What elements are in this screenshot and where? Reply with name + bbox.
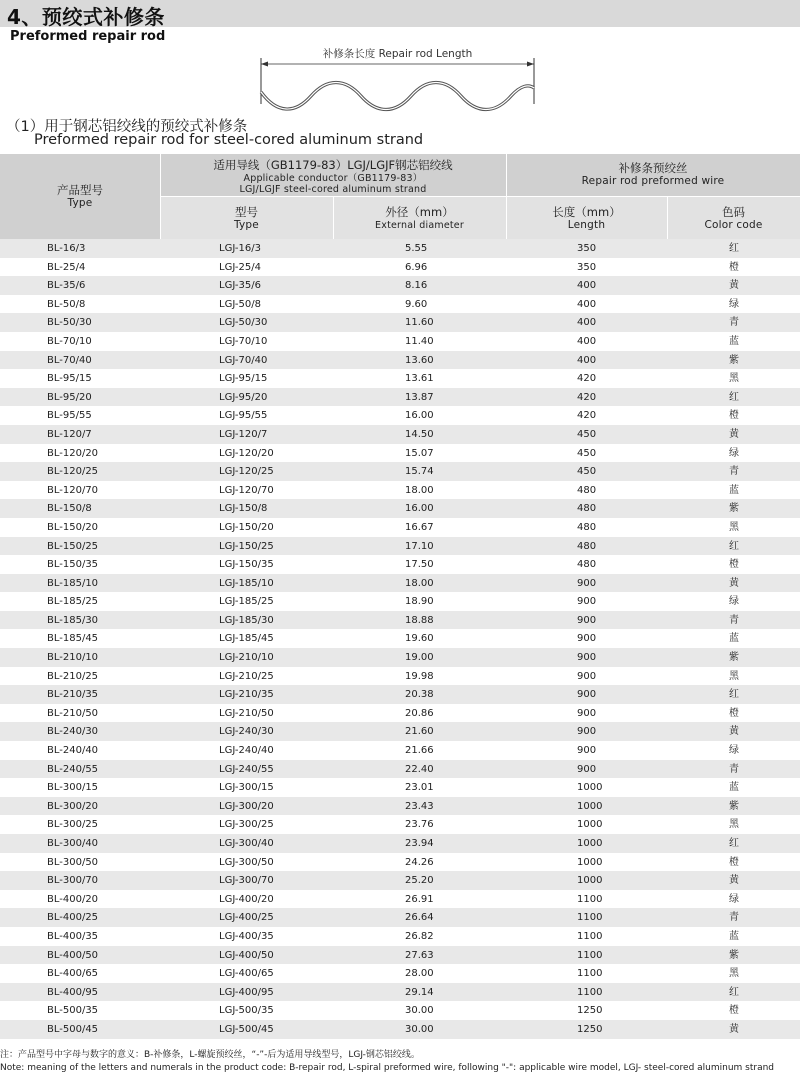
cell-external-diameter: 20.38 bbox=[405, 689, 434, 701]
page-subtitle: Preformed repair rod bbox=[10, 29, 166, 44]
cell-external-diameter: 17.50 bbox=[405, 559, 434, 571]
cell-conductor-type: LGJ-50/8 bbox=[219, 298, 261, 310]
cell-length: 1100 bbox=[577, 949, 603, 961]
cell-color-code: 红 bbox=[729, 391, 739, 403]
cell-color-code: 蓝 bbox=[729, 782, 739, 794]
table-row bbox=[0, 648, 800, 667]
cell-external-diameter: 14.50 bbox=[405, 428, 434, 440]
cell-conductor-type: LGJ-185/30 bbox=[219, 614, 274, 626]
cell-color-code: 绿 bbox=[729, 596, 739, 608]
cell-product-type: BL-210/50 bbox=[47, 707, 99, 719]
cell-product-type: BL-95/20 bbox=[47, 391, 92, 403]
cell-conductor-type: LGJ-240/40 bbox=[219, 745, 274, 757]
cell-color-code: 黄 bbox=[729, 726, 739, 738]
footnote-en: Note: meaning of the letters and numerals in the product code: B-repair rod, L-spiral preformed wire, following "-": applicable wire model, LGJ- steel-cored aluminum strand bbox=[0, 1063, 775, 1073]
title-bar bbox=[0, 0, 800, 27]
cell-conductor-type: LGJ-95/15 bbox=[219, 373, 268, 385]
cell-color-code: 红 bbox=[729, 986, 739, 998]
cell-conductor-type: LGJ-240/55 bbox=[219, 763, 274, 775]
cell-external-diameter: 21.60 bbox=[405, 726, 434, 738]
cell-color-code: 红 bbox=[729, 540, 739, 552]
col-header-model bbox=[160, 206, 333, 232]
cell-product-type: BL-185/10 bbox=[47, 577, 99, 589]
cell-conductor-type: LGJ-400/35 bbox=[219, 930, 274, 942]
table-row bbox=[0, 313, 800, 332]
cell-external-diameter: 11.40 bbox=[405, 335, 434, 347]
col-header-length-cn: 长度（mm） bbox=[552, 205, 621, 219]
cell-conductor-type: LGJ-150/20 bbox=[219, 521, 274, 533]
cell-conductor-type: LGJ-400/95 bbox=[219, 986, 274, 998]
cell-product-type: BL-120/25 bbox=[47, 466, 99, 478]
cell-product-type: BL-70/10 bbox=[47, 335, 92, 347]
cell-length: 400 bbox=[577, 354, 597, 366]
table-row bbox=[0, 815, 800, 834]
cell-conductor-type: LGJ-70/40 bbox=[219, 354, 268, 366]
table-row bbox=[0, 722, 800, 741]
cell-color-code: 青 bbox=[729, 912, 739, 924]
cell-length: 1250 bbox=[577, 1023, 603, 1035]
spiral-rod-outer bbox=[261, 83, 534, 110]
cell-product-type: BL-185/45 bbox=[47, 633, 99, 645]
cell-length: 1000 bbox=[577, 856, 603, 868]
cell-conductor-type: LGJ-120/20 bbox=[219, 447, 274, 459]
cell-product-type: BL-150/35 bbox=[47, 559, 99, 571]
col-header-conductor-en1: Applicable conductor（GB1179-83） bbox=[243, 173, 423, 184]
cell-product-type: BL-50/30 bbox=[47, 317, 92, 329]
cell-conductor-type: LGJ-150/8 bbox=[219, 503, 268, 515]
table-row bbox=[0, 332, 800, 351]
cell-external-diameter: 23.43 bbox=[405, 800, 434, 812]
col-header-conductor-cn: 适用导线（GB1179-83）LGJ/LGJF钢芯铝绞线 bbox=[213, 158, 453, 172]
cell-external-diameter: 26.91 bbox=[405, 893, 434, 905]
table-row bbox=[0, 295, 800, 314]
col-header-type-cn: 产品型号 bbox=[57, 183, 103, 197]
cell-external-diameter: 17.10 bbox=[405, 540, 434, 552]
table-row bbox=[0, 778, 800, 797]
cell-product-type: BL-400/20 bbox=[47, 893, 99, 905]
cell-color-code: 绿 bbox=[729, 745, 739, 757]
cell-conductor-type: LGJ-240/30 bbox=[219, 726, 274, 738]
cell-length: 1000 bbox=[577, 819, 603, 831]
col-header-conductor-en2: LGJ/LGJF steel-cored aluminum strand bbox=[239, 184, 427, 195]
cell-external-diameter: 11.60 bbox=[405, 317, 434, 329]
table-row bbox=[0, 425, 800, 444]
cell-color-code: 橙 bbox=[729, 410, 739, 422]
col-header-conductor bbox=[160, 159, 506, 195]
cell-length: 400 bbox=[577, 335, 597, 347]
table-row bbox=[0, 611, 800, 630]
cell-color-code: 青 bbox=[729, 317, 739, 329]
cell-external-diameter: 16.00 bbox=[405, 503, 434, 515]
cell-conductor-type: LGJ-25/4 bbox=[219, 261, 261, 273]
cell-external-diameter: 23.94 bbox=[405, 838, 434, 849]
cell-color-code: 黄 bbox=[729, 1023, 739, 1035]
cell-length: 420 bbox=[577, 391, 597, 403]
cell-color-code: 红 bbox=[729, 689, 739, 701]
table-row bbox=[0, 388, 800, 407]
cell-product-type: BL-400/65 bbox=[47, 968, 99, 980]
cell-color-code: 绿 bbox=[729, 893, 739, 905]
cell-length: 480 bbox=[577, 521, 597, 533]
cell-external-diameter: 28.00 bbox=[405, 968, 434, 980]
table-row bbox=[0, 239, 800, 258]
cell-conductor-type: LGJ-210/50 bbox=[219, 707, 274, 719]
table-row bbox=[0, 258, 800, 277]
cell-conductor-type: LGJ-210/25 bbox=[219, 670, 274, 682]
cell-conductor-type: LGJ-300/40 bbox=[219, 838, 274, 849]
cell-length: 900 bbox=[577, 707, 597, 719]
cell-product-type: BL-210/35 bbox=[47, 689, 99, 701]
cell-color-code: 紫 bbox=[729, 652, 739, 664]
col-header-wire-en: Repair rod preformed wire bbox=[581, 175, 725, 187]
cell-color-code: 青 bbox=[729, 614, 739, 626]
col-header-type-en: Type bbox=[67, 197, 93, 209]
cell-product-type: BL-400/35 bbox=[47, 930, 99, 942]
cell-length: 400 bbox=[577, 298, 597, 310]
cell-length: 1100 bbox=[577, 986, 603, 998]
cell-conductor-type: LGJ-95/20 bbox=[219, 391, 268, 403]
repair-rod-diagram bbox=[255, 44, 540, 112]
cell-color-code: 橙 bbox=[729, 707, 739, 719]
cell-external-diameter: 18.00 bbox=[405, 484, 434, 496]
cell-product-type: BL-150/20 bbox=[47, 521, 99, 533]
cell-conductor-type: LGJ-500/35 bbox=[219, 1005, 274, 1017]
cell-color-code: 橙 bbox=[729, 1005, 739, 1017]
page-title: 4、预绞式补修条 bbox=[7, 5, 165, 29]
cell-product-type: BL-300/25 bbox=[47, 819, 99, 831]
table-row bbox=[0, 964, 800, 983]
cell-color-code: 紫 bbox=[729, 949, 739, 961]
dimension-arrow-left bbox=[261, 62, 268, 67]
cell-length: 1100 bbox=[577, 912, 603, 924]
cell-length: 900 bbox=[577, 726, 597, 738]
table-row bbox=[0, 1020, 800, 1039]
cell-external-diameter: 19.98 bbox=[405, 670, 434, 682]
cell-external-diameter: 13.60 bbox=[405, 354, 434, 366]
cell-product-type: BL-300/20 bbox=[47, 800, 99, 812]
cell-length: 1100 bbox=[577, 893, 603, 905]
cell-external-diameter: 23.76 bbox=[405, 819, 434, 831]
repair-rod-drawing bbox=[255, 44, 540, 112]
cell-color-code: 蓝 bbox=[729, 633, 739, 645]
cell-product-type: BL-300/50 bbox=[47, 856, 99, 868]
col-header-type bbox=[0, 184, 160, 210]
cell-external-diameter: 26.64 bbox=[405, 912, 434, 924]
table-row bbox=[0, 704, 800, 723]
table-row bbox=[0, 834, 800, 853]
cell-external-diameter: 9.60 bbox=[405, 298, 428, 310]
cell-length: 450 bbox=[577, 466, 597, 478]
cell-external-diameter: 5.55 bbox=[405, 243, 428, 254]
cell-external-diameter: 19.00 bbox=[405, 652, 434, 664]
cell-color-code: 橙 bbox=[729, 559, 739, 571]
cell-conductor-type: LGJ-185/45 bbox=[219, 633, 274, 645]
cell-product-type: BL-400/95 bbox=[47, 986, 99, 998]
cell-product-type: BL-300/70 bbox=[47, 875, 99, 887]
cell-color-code: 青 bbox=[729, 466, 739, 478]
cell-product-type: BL-300/40 bbox=[47, 838, 99, 849]
cell-color-code: 绿 bbox=[729, 298, 739, 310]
cell-length: 1250 bbox=[577, 1005, 603, 1017]
table-row bbox=[0, 276, 800, 295]
cell-conductor-type: LGJ-400/50 bbox=[219, 949, 274, 961]
header-divider bbox=[160, 196, 800, 197]
cell-external-diameter: 16.00 bbox=[405, 410, 434, 422]
cell-product-type: BL-50/8 bbox=[47, 298, 86, 310]
cell-length: 900 bbox=[577, 614, 597, 626]
cell-external-diameter: 19.60 bbox=[405, 633, 434, 645]
cell-product-type: BL-185/25 bbox=[47, 596, 99, 608]
col-header-color bbox=[667, 206, 800, 232]
cell-length: 900 bbox=[577, 689, 597, 701]
cell-product-type: BL-150/25 bbox=[47, 540, 99, 552]
cell-product-type: BL-150/8 bbox=[47, 503, 92, 515]
cell-product-type: BL-120/7 bbox=[47, 428, 92, 440]
cell-product-type: BL-120/20 bbox=[47, 447, 99, 459]
table-row bbox=[0, 741, 800, 760]
cell-external-diameter: 26.82 bbox=[405, 930, 434, 942]
cell-product-type: BL-35/6 bbox=[47, 280, 86, 292]
cell-color-code: 黄 bbox=[729, 280, 739, 292]
table-row bbox=[0, 946, 800, 965]
cell-color-code: 紫 bbox=[729, 354, 739, 366]
section-title-en: Preformed repair rod for steel-cored aluminum strand bbox=[34, 132, 424, 148]
table-row bbox=[0, 890, 800, 909]
cell-product-type: BL-210/10 bbox=[47, 652, 99, 664]
cell-external-diameter: 13.87 bbox=[405, 391, 434, 403]
cell-color-code: 黑 bbox=[729, 521, 739, 533]
table-body bbox=[0, 239, 800, 1039]
cell-conductor-type: LGJ-150/25 bbox=[219, 540, 274, 552]
cell-length: 900 bbox=[577, 633, 597, 645]
table-row bbox=[0, 537, 800, 556]
table-row bbox=[0, 908, 800, 927]
cell-product-type: BL-500/45 bbox=[47, 1023, 99, 1035]
cell-conductor-type: LGJ-300/70 bbox=[219, 875, 274, 887]
table-row bbox=[0, 574, 800, 593]
section-title-cn: （1）用于钢芯铝绞线的预绞式补修条 bbox=[6, 119, 248, 135]
cell-color-code: 橙 bbox=[729, 261, 739, 273]
cell-product-type: BL-400/25 bbox=[47, 912, 99, 924]
table-row bbox=[0, 351, 800, 370]
cell-product-type: BL-400/50 bbox=[47, 949, 99, 961]
cell-product-type: BL-25/4 bbox=[47, 261, 86, 273]
cell-length: 480 bbox=[577, 484, 597, 496]
table-row bbox=[0, 983, 800, 1002]
col-header-diameter-cn: 外径（mm） bbox=[385, 205, 454, 219]
cell-external-diameter: 13.61 bbox=[405, 373, 434, 385]
cell-external-diameter: 18.00 bbox=[405, 577, 434, 589]
col-header-diameter-en: External diameter bbox=[375, 220, 464, 231]
cell-product-type: BL-16/3 bbox=[47, 243, 86, 254]
cell-conductor-type: LGJ-500/45 bbox=[219, 1023, 274, 1035]
footnotes bbox=[0, 1049, 800, 1075]
cell-conductor-type: LGJ-400/25 bbox=[219, 912, 274, 924]
cell-length: 900 bbox=[577, 745, 597, 757]
cell-conductor-type: LGJ-210/35 bbox=[219, 689, 274, 701]
cell-length: 420 bbox=[577, 410, 597, 422]
cell-external-diameter: 27.63 bbox=[405, 949, 434, 961]
cell-conductor-type: LGJ-50/30 bbox=[219, 317, 268, 329]
cell-color-code: 紫 bbox=[729, 800, 739, 812]
cell-conductor-type: LGJ-185/10 bbox=[219, 577, 274, 589]
cell-color-code: 蓝 bbox=[729, 930, 739, 942]
cell-conductor-type: LGJ-16/3 bbox=[219, 243, 261, 254]
cell-product-type: BL-240/55 bbox=[47, 763, 99, 775]
cell-product-type: BL-70/40 bbox=[47, 354, 92, 366]
cell-external-diameter: 21.66 bbox=[405, 745, 434, 757]
table-row bbox=[0, 797, 800, 816]
cell-color-code: 黑 bbox=[729, 819, 739, 831]
col-header-model-en: Type bbox=[234, 219, 259, 231]
cell-color-code: 黑 bbox=[729, 670, 739, 682]
cell-length: 480 bbox=[577, 540, 597, 552]
cell-external-diameter: 8.16 bbox=[405, 280, 428, 292]
table-row bbox=[0, 444, 800, 463]
col-header-model-cn: 型号 bbox=[235, 205, 258, 219]
cell-conductor-type: LGJ-300/20 bbox=[219, 800, 274, 812]
table-row bbox=[0, 518, 800, 537]
col-header-wire-cn: 补修条预绞丝 bbox=[618, 161, 688, 175]
table-row bbox=[0, 871, 800, 890]
cell-product-type: BL-95/15 bbox=[47, 373, 92, 385]
cell-length: 900 bbox=[577, 652, 597, 664]
col-header-wire bbox=[506, 162, 800, 188]
table-row bbox=[0, 462, 800, 481]
diagram-length-label: 补修条长度 Repair rod Length bbox=[322, 48, 473, 60]
cell-length: 400 bbox=[577, 317, 597, 329]
cell-length: 900 bbox=[577, 763, 597, 775]
cell-color-code: 黄 bbox=[729, 875, 739, 887]
cell-external-diameter: 30.00 bbox=[405, 1005, 434, 1017]
col-header-color-en: Color code bbox=[704, 219, 763, 231]
table-row bbox=[0, 629, 800, 648]
cell-length: 1100 bbox=[577, 968, 603, 980]
table-row bbox=[0, 369, 800, 388]
cell-conductor-type: LGJ-400/20 bbox=[219, 893, 274, 905]
cell-conductor-type: LGJ-300/15 bbox=[219, 782, 274, 794]
table-row bbox=[0, 667, 800, 686]
cell-conductor-type: LGJ-120/7 bbox=[219, 428, 268, 440]
cell-color-code: 蓝 bbox=[729, 335, 739, 347]
table-row bbox=[0, 853, 800, 872]
cell-color-code: 黄 bbox=[729, 428, 739, 440]
cell-product-type: BL-300/15 bbox=[47, 782, 99, 794]
cell-external-diameter: 20.86 bbox=[405, 707, 434, 719]
table-row bbox=[0, 760, 800, 779]
cell-color-code: 蓝 bbox=[729, 484, 739, 496]
col-header-color-cn: 色码 bbox=[722, 205, 745, 219]
cell-external-diameter: 22.40 bbox=[405, 763, 434, 775]
col-header-length-en: Length bbox=[567, 219, 606, 231]
cell-conductor-type: LGJ-70/10 bbox=[219, 335, 268, 347]
dimension-arrow-right bbox=[527, 62, 534, 67]
cell-color-code: 紫 bbox=[729, 503, 739, 515]
cell-conductor-type: LGJ-150/35 bbox=[219, 559, 274, 571]
cell-conductor-type: LGJ-210/10 bbox=[219, 652, 274, 664]
col-header-diameter bbox=[333, 206, 506, 232]
cell-external-diameter: 24.26 bbox=[405, 856, 434, 868]
cell-product-type: BL-240/30 bbox=[47, 726, 99, 738]
footnote-cn: 注：产品型号中字母与数字的意义：B-补修条，L-螺旋预绞丝，“-”-后为适用导线型号，LGJ-钢芯铝绞线。 bbox=[0, 1050, 420, 1060]
cell-color-code: 黑 bbox=[729, 373, 739, 385]
table-row bbox=[0, 1001, 800, 1020]
cell-conductor-type: LGJ-95/55 bbox=[219, 410, 268, 422]
cell-length: 1000 bbox=[577, 800, 603, 812]
cell-color-code: 红 bbox=[729, 243, 739, 254]
cell-color-code: 橙 bbox=[729, 856, 739, 868]
cell-length: 350 bbox=[577, 261, 597, 273]
cell-length: 420 bbox=[577, 373, 597, 385]
cell-length: 450 bbox=[577, 447, 597, 459]
col-header-length bbox=[506, 206, 667, 232]
cell-conductor-type: LGJ-400/65 bbox=[219, 968, 274, 980]
cell-conductor-type: LGJ-300/25 bbox=[219, 819, 274, 831]
cell-external-diameter: 16.67 bbox=[405, 521, 434, 533]
cell-color-code: 青 bbox=[729, 763, 739, 775]
cell-length: 400 bbox=[577, 280, 597, 292]
cell-product-type: BL-120/70 bbox=[47, 484, 99, 496]
cell-conductor-type: LGJ-185/25 bbox=[219, 596, 274, 608]
cell-product-type: BL-500/35 bbox=[47, 1005, 99, 1017]
cell-product-type: BL-95/55 bbox=[47, 410, 92, 422]
cell-color-code: 黄 bbox=[729, 577, 739, 589]
cell-color-code: 绿 bbox=[729, 447, 739, 459]
cell-length: 900 bbox=[577, 577, 597, 589]
cell-conductor-type: LGJ-120/25 bbox=[219, 466, 274, 478]
cell-external-diameter: 15.74 bbox=[405, 466, 434, 478]
cell-color-code: 黑 bbox=[729, 968, 739, 980]
cell-external-diameter: 18.88 bbox=[405, 614, 434, 626]
table-row bbox=[0, 685, 800, 704]
table-row bbox=[0, 927, 800, 946]
cell-length: 450 bbox=[577, 428, 597, 440]
cell-color-code: 红 bbox=[729, 838, 739, 849]
cell-conductor-type: LGJ-300/50 bbox=[219, 856, 274, 868]
table-row bbox=[0, 481, 800, 500]
cell-external-diameter: 23.01 bbox=[405, 782, 434, 794]
table-row bbox=[0, 555, 800, 574]
cell-length: 480 bbox=[577, 503, 597, 515]
cell-length: 1100 bbox=[577, 930, 603, 942]
cell-external-diameter: 15.07 bbox=[405, 447, 434, 459]
cell-external-diameter: 6.96 bbox=[405, 261, 428, 273]
cell-conductor-type: LGJ-120/70 bbox=[219, 484, 274, 496]
cell-length: 350 bbox=[577, 243, 597, 254]
table-row bbox=[0, 406, 800, 425]
cell-length: 1000 bbox=[577, 875, 603, 887]
cell-product-type: BL-210/25 bbox=[47, 670, 99, 682]
cell-product-type: BL-185/30 bbox=[47, 614, 99, 626]
cell-external-diameter: 29.14 bbox=[405, 986, 434, 998]
cell-conductor-type: LGJ-35/6 bbox=[219, 280, 261, 292]
cell-length: 1000 bbox=[577, 782, 603, 794]
cell-external-diameter: 30.00 bbox=[405, 1023, 434, 1035]
cell-length: 900 bbox=[577, 670, 597, 682]
table-row bbox=[0, 499, 800, 518]
cell-length: 480 bbox=[577, 559, 597, 571]
cell-length: 900 bbox=[577, 596, 597, 608]
table-row bbox=[0, 592, 800, 611]
cell-product-type: BL-240/40 bbox=[47, 745, 99, 757]
cell-external-diameter: 25.20 bbox=[405, 875, 434, 887]
cell-length: 1000 bbox=[577, 838, 603, 849]
cell-external-diameter: 18.90 bbox=[405, 596, 434, 608]
